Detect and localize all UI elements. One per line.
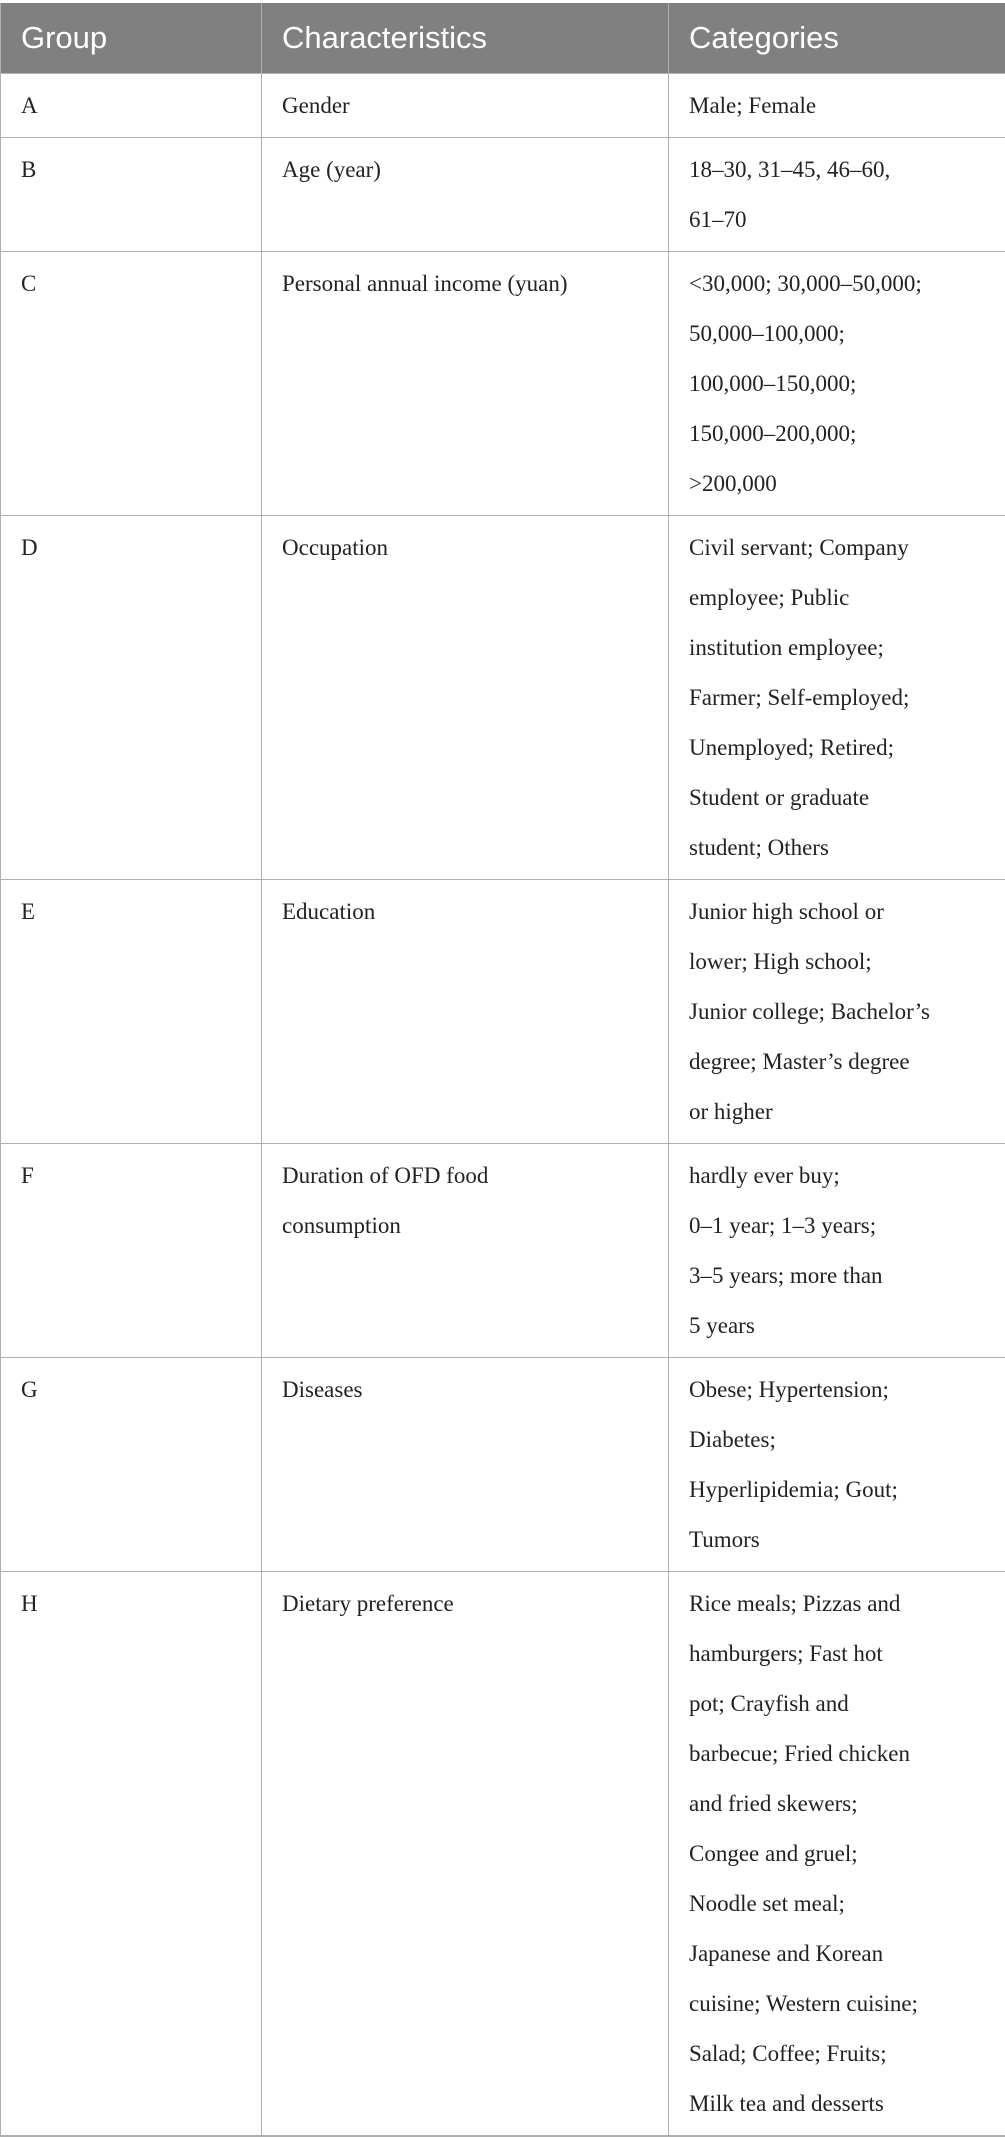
categories-cell-line: Rice meals; Pizzas and xyxy=(689,1579,997,1629)
characteristic-cell xyxy=(262,252,669,516)
table-row xyxy=(1,252,1005,516)
categories-cell-line: Milk tea and desserts xyxy=(689,2079,997,2129)
categories-cell-line: Male; Female xyxy=(689,81,997,131)
categories-cell xyxy=(669,1358,1005,1572)
group-cell: G xyxy=(1,1358,262,1572)
categories-cell-line: 100,000–150,000; xyxy=(689,359,997,409)
categories-cell-line: 3–5 years; more than xyxy=(689,1251,997,1301)
categories-cell-line: Tumors xyxy=(689,1515,997,1565)
categories-cell-line: 50,000–100,000; xyxy=(689,309,997,359)
characteristic-cell-line: Occupation xyxy=(282,523,660,573)
table-row xyxy=(1,1144,1005,1358)
categories-cell-line: 150,000–200,000; xyxy=(689,409,997,459)
categories-cell-line: Junior high school or xyxy=(689,887,997,937)
categories-cell xyxy=(669,880,1005,1144)
characteristic-cell-line: Personal annual income (yuan) xyxy=(282,259,660,309)
categories-cell-line: <30,000; 30,000–50,000; xyxy=(689,259,997,309)
categories-cell-line: cuisine; Western cuisine; xyxy=(689,1979,997,2029)
header-group: Group xyxy=(1,3,262,74)
characteristics-table xyxy=(0,3,1005,2137)
group-cell: C xyxy=(1,252,262,516)
categories-cell-line: 18–30, 31–45, 46–60, xyxy=(689,145,997,195)
categories-cell-line: or higher xyxy=(689,1087,997,1137)
characteristic-cell-line: Duration of OFD food xyxy=(282,1151,660,1201)
table-row xyxy=(1,880,1005,1144)
categories-cell-line: barbecue; Fried chicken xyxy=(689,1729,997,1779)
categories-cell xyxy=(669,138,1005,252)
characteristic-cell xyxy=(262,74,669,138)
categories-cell-line: Junior college; Bachelor’s xyxy=(689,987,997,1037)
table-body xyxy=(1,74,1005,2137)
categories-cell xyxy=(669,74,1005,138)
characteristic-cell-line: Age (year) xyxy=(282,145,660,195)
group-cell: D xyxy=(1,516,262,880)
categories-cell-line: institution employee; xyxy=(689,623,997,673)
table-row xyxy=(1,138,1005,252)
categories-cell-line: hardly ever buy; xyxy=(689,1151,997,1201)
categories-cell-line: Japanese and Korean xyxy=(689,1929,997,1979)
categories-cell-line: student; Others xyxy=(689,823,997,873)
group-cell: H xyxy=(1,1572,262,2137)
categories-cell-line: and fried skewers; xyxy=(689,1779,997,1829)
categories-cell-line: Noodle set meal; xyxy=(689,1879,997,1929)
categories-cell-line: degree; Master’s degree xyxy=(689,1037,997,1087)
characteristic-cell xyxy=(262,1358,669,1572)
categories-cell-line: Salad; Coffee; Fruits; xyxy=(689,2029,997,2079)
group-cell: A xyxy=(1,74,262,138)
characteristic-cell xyxy=(262,138,669,252)
characteristic-cell-line: Diseases xyxy=(282,1365,660,1415)
characteristic-cell-line: Gender xyxy=(282,81,660,131)
categories-cell-line: 5 years xyxy=(689,1301,997,1351)
characteristic-cell xyxy=(262,1144,669,1358)
characteristic-cell xyxy=(262,516,669,880)
categories-cell-line: Farmer; Self-employed; xyxy=(689,673,997,723)
group-cell: F xyxy=(1,1144,262,1358)
categories-cell-line: Obese; Hypertension; xyxy=(689,1365,997,1415)
table-row xyxy=(1,74,1005,138)
categories-cell-line: Diabetes; xyxy=(689,1415,997,1465)
group-cell: E xyxy=(1,880,262,1144)
categories-cell-line: employee; Public xyxy=(689,573,997,623)
group-cell: B xyxy=(1,138,262,252)
categories-cell-line: pot; Crayfish and xyxy=(689,1679,997,1729)
categories-cell xyxy=(669,252,1005,516)
characteristic-cell-line: Education xyxy=(282,887,660,937)
categories-cell xyxy=(669,1144,1005,1358)
table-row xyxy=(1,516,1005,880)
categories-cell xyxy=(669,516,1005,880)
characteristic-cell xyxy=(262,1572,669,2137)
characteristic-cell-line: consumption xyxy=(282,1201,660,1251)
categories-cell-line: Congee and gruel; xyxy=(689,1829,997,1879)
characteristic-cell xyxy=(262,880,669,1144)
categories-cell-line: 0–1 year; 1–3 years; xyxy=(689,1201,997,1251)
table-row xyxy=(1,1358,1005,1572)
categories-cell-line: >200,000 xyxy=(689,459,997,509)
header-row xyxy=(1,3,1005,74)
categories-cell-line: lower; High school; xyxy=(689,937,997,987)
characteristic-cell-line: Dietary preference xyxy=(282,1579,660,1629)
categories-cell-line: hamburgers; Fast hot xyxy=(689,1629,997,1679)
table-row xyxy=(1,1572,1005,2137)
categories-cell-line: Student or graduate xyxy=(689,773,997,823)
categories-cell-line: Civil servant; Company xyxy=(689,523,997,573)
categories-cell-line: Unemployed; Retired; xyxy=(689,723,997,773)
categories-cell xyxy=(669,1572,1005,2137)
header-characteristics: Characteristics xyxy=(262,3,669,74)
header-categories: Categories xyxy=(669,3,1005,74)
categories-cell-line: 61–70 xyxy=(689,195,997,245)
categories-cell-line: Hyperlipidemia; Gout; xyxy=(689,1465,997,1515)
